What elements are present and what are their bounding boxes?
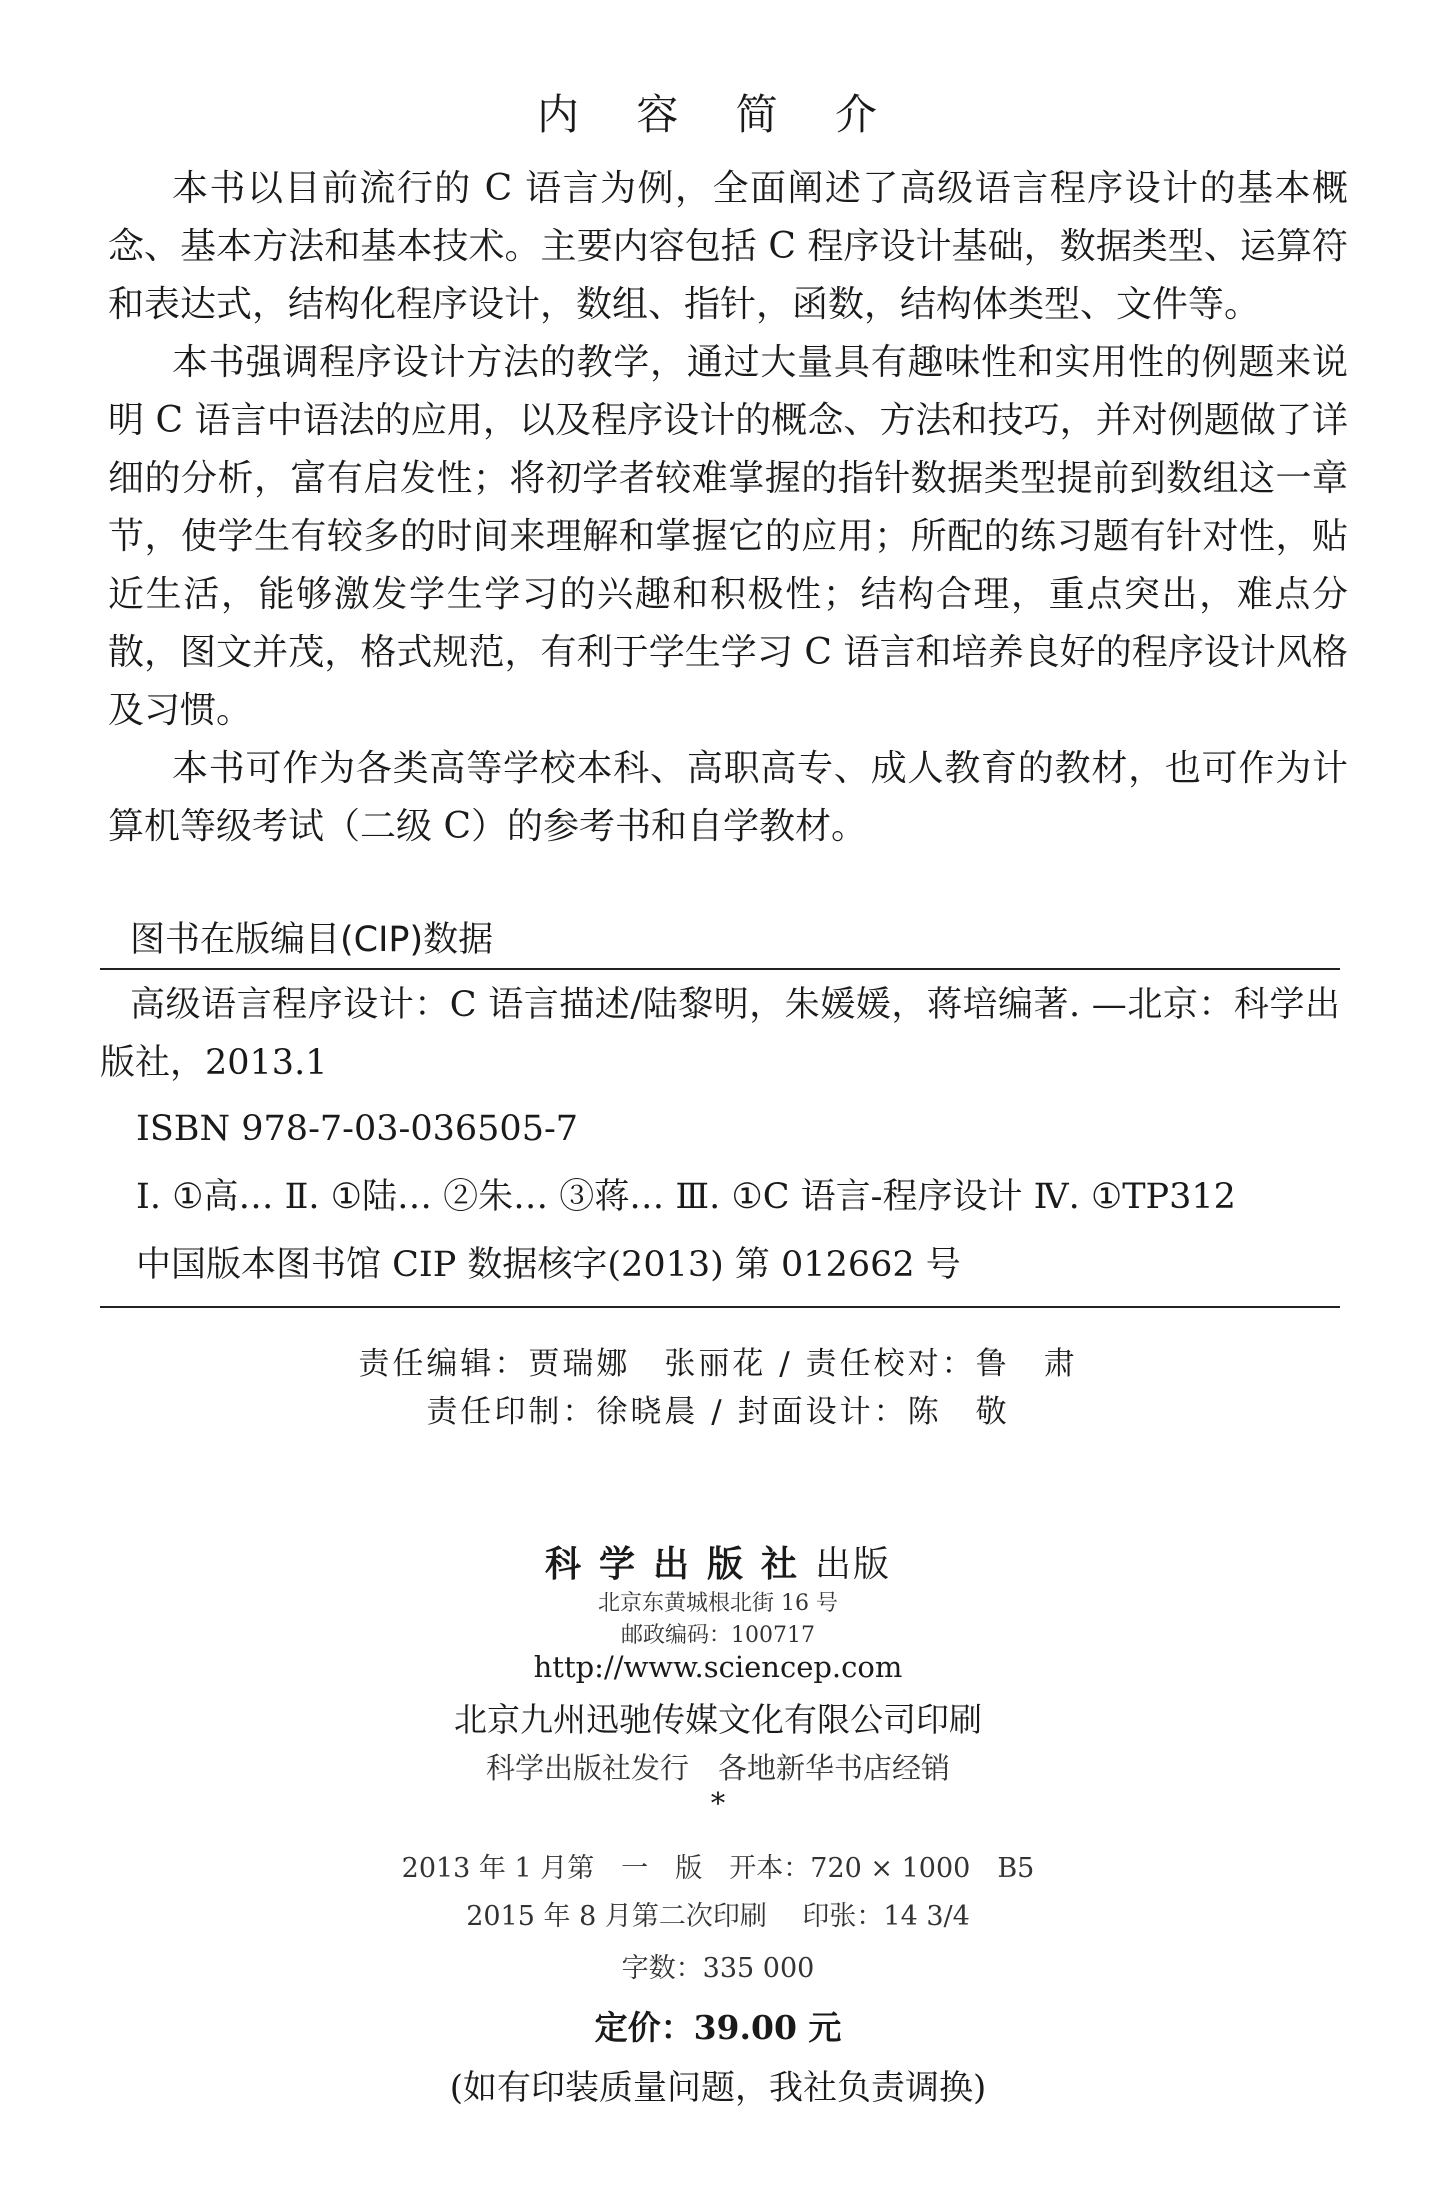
cip-isbn: ISBN 978-7-03-036505-7 [136,1109,579,1149]
intro-paragraph-1: 本书以目前流行的 C 语言为例，全面阐述了高级语言程序设计的基本概念、基本方法和基本技术。主要内容包括 C 程序设计基础，数据类型、运算符和表达式，结构化程序设计，数组、指针，函数，结构体类型、文件等。 [108,168,1348,325]
printer-line: 北京九州迅驰传媒文化有限公司印刷 [454,1700,982,1739]
cip-heading: 图书在版编目(CIP)数据 [130,920,494,960]
word-count-line: 字数：335 000 [621,1953,815,1984]
edition-line: 2013 年 1 月第 一 版 开本：720 × 1000 B5 [401,1853,1035,1884]
publisher-suffix: 出版 [815,1544,892,1585]
cip-block [100,976,1340,1294]
publisher-url: http://www.sciencep.com [533,1650,903,1684]
cip-bottom-rule [100,1306,1340,1308]
page-title: 内 容 简 介 [536,90,900,139]
intro-section [108,160,1348,856]
staff-line-1: 责任编辑：贾瑞娜 张丽花 / 责任校对：鲁 肃 [358,1346,1078,1382]
publisher-name-line [0,1536,1436,1587]
printing-line: 2015 年 8 月第二次印刷 印张：14 3/4 [466,1901,970,1932]
cip-top-rule [100,968,1340,970]
publisher-name: 科学出版社 [544,1543,815,1585]
publisher-address: 北京东黄城根北街 16 号 [598,1591,838,1616]
cip-title-line: 高级语言程序设计：C 语言描述/陆黎明，朱媛媛，蒋培编著. —北京：科学出版社，2013.1 [100,985,1340,1083]
cip-classification: Ⅰ. ①高… Ⅱ. ①陆… ②朱… ③蒋… Ⅲ. ①C 语言-程序设计 Ⅳ. ①TP312 [136,1177,1236,1217]
publisher-postcode: 邮政编码：100717 [621,1623,815,1648]
quality-notice: (如有印装质量问题，我社负责调换) [449,2068,987,2108]
price-line: 定价：39.00 元 [594,2008,842,2047]
staff-line-2: 责任印制：徐晓晨 / 封面设计：陈 敬 [426,1394,1010,1430]
cip-library-record: 中国版本图书馆 CIP 数据核字(2013) 第 012662 号 [136,1245,961,1285]
intro-paragraph-2: 本书强调程序设计方法的教学，通过大量具有趣味性和实用性的例题来说明 C 语言中语法的应用，以及程序设计的概念、方法和技巧，并对例题做了详细的分析，富有启发性；将初学者较难掌握的指针数据类型提前到数组这一章节，使学生有较多的时间来理解和掌握它的应用；所配的练习题有针对性，贴近生活，能够激发学生学习的兴趣和积极性；结构合理，重点突出，难点分散，图文并茂，格式规范，有利于学生学习 C 语言和培养良好的程序设计风格及习惯。 [108,342,1348,731]
separator-star: * [710,1786,726,1820]
distribution-line: 科学出版社发行 各地新华书店经销 [485,1751,950,1785]
intro-paragraph-3: 本书可作为各类高等学校本科、高职高专、成人教育的教材，也可作为计算机等级考试（二级 C）的参考书和自学教材。 [108,748,1348,847]
